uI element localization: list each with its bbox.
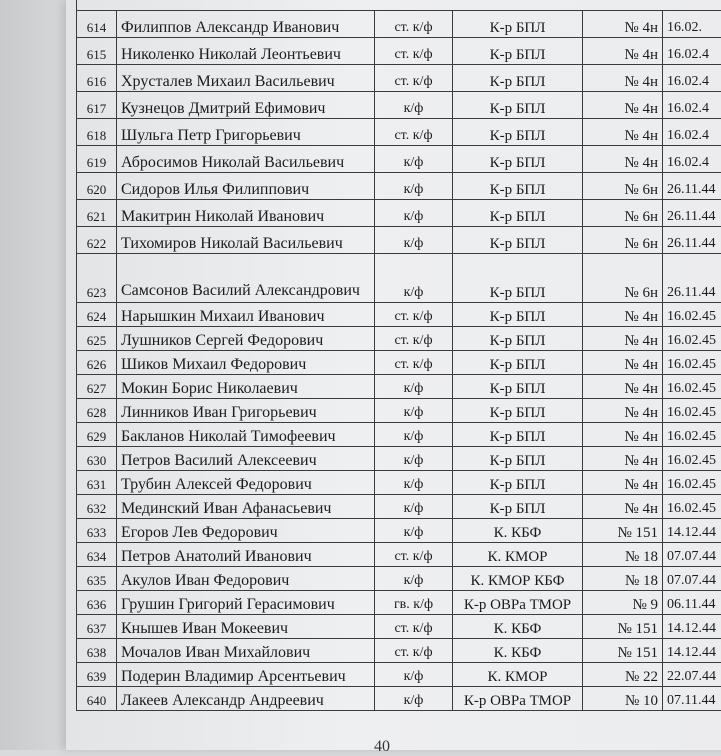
page-left-margin bbox=[0, 0, 66, 750]
order-number-cell: № 6н bbox=[583, 200, 663, 227]
row-number-cell: 640 bbox=[77, 687, 117, 711]
row-number-cell: 622 bbox=[77, 227, 117, 254]
unit-cell: К-р БПЛ bbox=[453, 423, 583, 447]
person-name-cell: Мокин Борис Николаевич bbox=[117, 375, 375, 399]
table-row bbox=[77, 227, 721, 254]
unit-cell: К-р БПЛ bbox=[453, 495, 583, 519]
table-row bbox=[77, 351, 721, 375]
table-top-continuation bbox=[76, 0, 721, 10]
rank-cell: ст. к/ф bbox=[375, 65, 453, 92]
row-number-cell: 623 bbox=[77, 254, 117, 303]
rank-cell: ст. к/ф bbox=[375, 119, 453, 146]
table-row bbox=[77, 447, 721, 471]
table-row bbox=[77, 591, 721, 615]
unit-cell: К-р БПЛ bbox=[453, 254, 583, 303]
award-date-cell: 16.02.4 bbox=[663, 92, 721, 119]
person-name-cell: Сидоров Илья Филиппович bbox=[117, 173, 375, 200]
table-row bbox=[77, 327, 721, 351]
order-number-cell: № 18 bbox=[583, 567, 663, 591]
person-name-cell: Подерин Владимир Арсентьевич bbox=[117, 663, 375, 687]
row-number-cell: 636 bbox=[77, 591, 117, 615]
person-name-cell: Трубин Алексей Федорович bbox=[117, 471, 375, 495]
table-row bbox=[77, 11, 721, 38]
person-name-cell: Шульга Петр Григорьевич bbox=[117, 119, 375, 146]
rank-cell: к/ф bbox=[375, 663, 453, 687]
order-number-cell: № 4н bbox=[583, 303, 663, 327]
row-number-cell: 624 bbox=[77, 303, 117, 327]
rank-cell: к/ф bbox=[375, 423, 453, 447]
table-row bbox=[77, 615, 721, 639]
order-number-cell: № 4н bbox=[583, 495, 663, 519]
unit-cell: К-р БПЛ bbox=[453, 303, 583, 327]
table-row bbox=[77, 146, 721, 173]
person-name-cell: Акулов Иван Федорович bbox=[117, 567, 375, 591]
order-number-cell: № 4н bbox=[583, 92, 663, 119]
unit-cell: К-р БПЛ bbox=[453, 173, 583, 200]
order-number-cell: № 151 bbox=[583, 519, 663, 543]
unit-cell: К. КБФ bbox=[453, 615, 583, 639]
person-name-cell: Самсонов Василий Александрович bbox=[117, 254, 375, 303]
rank-cell: к/ф bbox=[375, 519, 453, 543]
row-number-cell: 618 bbox=[77, 119, 117, 146]
rank-cell: ст. к/ф bbox=[375, 615, 453, 639]
rank-cell: к/ф bbox=[375, 92, 453, 119]
rank-cell: к/ф bbox=[375, 173, 453, 200]
rank-cell: гв. к/ф bbox=[375, 591, 453, 615]
rank-cell: к/ф bbox=[375, 375, 453, 399]
unit-cell: К-р БПЛ bbox=[453, 351, 583, 375]
award-date-cell: 16.02.45 bbox=[663, 351, 721, 375]
unit-cell: К. КМОР КБФ bbox=[453, 567, 583, 591]
unit-cell: К-р БПЛ bbox=[453, 11, 583, 38]
table-row bbox=[77, 519, 721, 543]
table-row bbox=[77, 543, 721, 567]
row-number-cell: 631 bbox=[77, 471, 117, 495]
award-date-cell: 26.11.44 bbox=[663, 254, 721, 303]
rank-cell: к/ф bbox=[375, 567, 453, 591]
order-number-cell: № 22 bbox=[583, 663, 663, 687]
rank-cell: к/ф bbox=[375, 399, 453, 423]
unit-cell: К-р БПЛ bbox=[453, 471, 583, 495]
order-number-cell: № 4н bbox=[583, 423, 663, 447]
table-row bbox=[77, 173, 721, 200]
award-date-cell: 16.02.4 bbox=[663, 146, 721, 173]
order-number-cell: № 4н bbox=[583, 327, 663, 351]
award-date-cell: 16.02.4 bbox=[663, 65, 721, 92]
award-date-cell: 16.02. bbox=[663, 11, 721, 38]
unit-cell: К-р БПЛ bbox=[453, 200, 583, 227]
page-number: 40 bbox=[374, 738, 390, 756]
unit-cell: К-р БПЛ bbox=[453, 447, 583, 471]
unit-cell: К-р БПЛ bbox=[453, 65, 583, 92]
row-number-cell: 629 bbox=[77, 423, 117, 447]
person-name-cell: Мединский Иван Афанасьевич bbox=[117, 495, 375, 519]
order-number-cell: № 4н bbox=[583, 65, 663, 92]
award-date-cell: 14.12.44 bbox=[663, 519, 721, 543]
row-number-cell: 626 bbox=[77, 351, 117, 375]
rank-cell: ст. к/ф bbox=[375, 327, 453, 351]
unit-cell: К-р БПЛ bbox=[453, 327, 583, 351]
unit-cell: К-р БПЛ bbox=[453, 146, 583, 173]
table-row bbox=[77, 423, 721, 447]
row-number-cell: 634 bbox=[77, 543, 117, 567]
rank-cell: ст. к/ф bbox=[375, 11, 453, 38]
row-number-cell: 614 bbox=[77, 11, 117, 38]
table-row bbox=[77, 92, 721, 119]
award-date-cell: 26.11.44 bbox=[663, 200, 721, 227]
table-row bbox=[77, 119, 721, 146]
person-name-cell: Лакеев Александр Андреевич bbox=[117, 687, 375, 711]
rank-cell: ст. к/ф bbox=[375, 38, 453, 65]
person-name-cell: Тихомиров Николай Васильевич bbox=[117, 227, 375, 254]
order-number-cell: № 151 bbox=[583, 639, 663, 663]
rank-cell: к/ф bbox=[375, 471, 453, 495]
personnel-table bbox=[76, 10, 721, 711]
unit-cell: К-р ОВРа ТМОР bbox=[453, 687, 583, 711]
award-date-cell: 14.12.44 bbox=[663, 615, 721, 639]
award-date-cell: 22.07.44 bbox=[663, 663, 721, 687]
row-number-cell: 628 bbox=[77, 399, 117, 423]
unit-cell: К-р ОВРа ТМОР bbox=[453, 591, 583, 615]
table-row bbox=[77, 375, 721, 399]
row-number-cell: 635 bbox=[77, 567, 117, 591]
rank-cell: ст. к/ф bbox=[375, 639, 453, 663]
person-name-cell: Мочалов Иван Михайлович bbox=[117, 639, 375, 663]
table-row bbox=[77, 687, 721, 711]
row-number-cell: 621 bbox=[77, 200, 117, 227]
unit-cell: К-р БПЛ bbox=[453, 399, 583, 423]
person-name-cell: Николенко Николай Леонтьевич bbox=[117, 38, 375, 65]
table-row bbox=[77, 663, 721, 687]
rank-cell: к/ф bbox=[375, 227, 453, 254]
table-row bbox=[77, 65, 721, 92]
row-number-cell: 627 bbox=[77, 375, 117, 399]
table-row bbox=[77, 495, 721, 519]
person-name-cell: Бакланов Николай Тимофеевич bbox=[117, 423, 375, 447]
row-number-cell: 615 bbox=[77, 38, 117, 65]
order-number-cell: № 4н bbox=[583, 146, 663, 173]
award-date-cell: 16.02.45 bbox=[663, 327, 721, 351]
unit-cell: К-р БПЛ bbox=[453, 119, 583, 146]
order-number-cell: № 4н bbox=[583, 447, 663, 471]
order-number-cell: № 10 bbox=[583, 687, 663, 711]
award-date-cell: 26.11.44 bbox=[663, 173, 721, 200]
order-number-cell: № 4н bbox=[583, 375, 663, 399]
unit-cell: К. КБФ bbox=[453, 519, 583, 543]
row-number-cell: 633 bbox=[77, 519, 117, 543]
unit-cell: К. КМОР bbox=[453, 543, 583, 567]
order-number-cell: № 4н bbox=[583, 38, 663, 65]
order-number-cell: № 4н bbox=[583, 399, 663, 423]
order-number-cell: № 6н bbox=[583, 254, 663, 303]
person-name-cell: Макитрин Николай Иванович bbox=[117, 200, 375, 227]
table-row bbox=[77, 567, 721, 591]
order-number-cell: № 4н bbox=[583, 11, 663, 38]
rank-cell: к/ф bbox=[375, 687, 453, 711]
order-number-cell: № 4н bbox=[583, 351, 663, 375]
rank-cell: к/ф bbox=[375, 495, 453, 519]
person-name-cell: Петров Анатолий Иванович bbox=[117, 543, 375, 567]
row-number-cell: 625 bbox=[77, 327, 117, 351]
order-number-cell: № 4н bbox=[583, 471, 663, 495]
person-name-cell: Кузнецов Дмитрий Ефимович bbox=[117, 92, 375, 119]
award-date-cell: 16.02.4 bbox=[663, 38, 721, 65]
person-name-cell: Хрусталев Михаил Васильевич bbox=[117, 65, 375, 92]
row-number-cell: 639 bbox=[77, 663, 117, 687]
person-name-cell: Филиппов Александр Иванович bbox=[117, 11, 375, 38]
award-date-cell: 16.02.45 bbox=[663, 423, 721, 447]
unit-cell: К-р БПЛ bbox=[453, 38, 583, 65]
unit-cell: К-р БПЛ bbox=[453, 375, 583, 399]
award-date-cell: 16.02.45 bbox=[663, 471, 721, 495]
award-date-cell: 07.07.44 bbox=[663, 543, 721, 567]
award-date-cell: 07.11.44 bbox=[663, 687, 721, 711]
person-name-cell: Абросимов Николай Васильевич bbox=[117, 146, 375, 173]
table-row bbox=[77, 254, 721, 303]
award-date-cell: 16.02.4 bbox=[663, 119, 721, 146]
person-name-cell: Линников Иван Григорьевич bbox=[117, 399, 375, 423]
rank-cell: ст. к/ф bbox=[375, 303, 453, 327]
award-date-cell: 26.11.44 bbox=[663, 227, 721, 254]
row-number-cell: 637 bbox=[77, 615, 117, 639]
table-body bbox=[77, 11, 721, 711]
unit-cell: К. КБФ bbox=[453, 639, 583, 663]
order-number-cell: № 6н bbox=[583, 173, 663, 200]
award-date-cell: 16.02.45 bbox=[663, 303, 721, 327]
row-number-cell: 632 bbox=[77, 495, 117, 519]
person-name-cell: Кнышев Иван Мокеевич bbox=[117, 615, 375, 639]
unit-cell: К-р БПЛ bbox=[453, 227, 583, 254]
order-number-cell: № 18 bbox=[583, 543, 663, 567]
award-date-cell: 07.07.44 bbox=[663, 567, 721, 591]
row-number-cell: 617 bbox=[77, 92, 117, 119]
row-number-cell: 616 bbox=[77, 65, 117, 92]
unit-cell: К. КМОР bbox=[453, 663, 583, 687]
row-number-cell: 620 bbox=[77, 173, 117, 200]
award-date-cell: 16.02.45 bbox=[663, 399, 721, 423]
award-date-cell: 16.02.45 bbox=[663, 375, 721, 399]
table-row bbox=[77, 38, 721, 65]
award-date-cell: 06.11.44 bbox=[663, 591, 721, 615]
order-number-cell: № 4н bbox=[583, 119, 663, 146]
rank-cell: к/ф bbox=[375, 254, 453, 303]
table-row bbox=[77, 200, 721, 227]
rank-cell: ст. к/ф bbox=[375, 543, 453, 567]
award-date-cell: 16.02.45 bbox=[663, 447, 721, 471]
award-date-cell: 16.02.45 bbox=[663, 495, 721, 519]
row-number-cell: 638 bbox=[77, 639, 117, 663]
unit-cell: К-р БПЛ bbox=[453, 92, 583, 119]
person-name-cell: Егоров Лев Федорович bbox=[117, 519, 375, 543]
order-number-cell: № 6н bbox=[583, 227, 663, 254]
order-number-cell: № 151 bbox=[583, 615, 663, 639]
person-name-cell: Нарышкин Михаил Иванович bbox=[117, 303, 375, 327]
person-name-cell: Петров Василий Алексеевич bbox=[117, 447, 375, 471]
rank-cell: к/ф bbox=[375, 146, 453, 173]
rank-cell: к/ф bbox=[375, 200, 453, 227]
order-number-cell: № 9 bbox=[583, 591, 663, 615]
table-row bbox=[77, 399, 721, 423]
person-name-cell: Грушин Григорий Герасимович bbox=[117, 591, 375, 615]
rank-cell: к/ф bbox=[375, 447, 453, 471]
row-number-cell: 619 bbox=[77, 146, 117, 173]
table-row bbox=[77, 639, 721, 663]
rank-cell: ст. к/ф bbox=[375, 351, 453, 375]
table-row bbox=[77, 471, 721, 495]
row-number-cell: 630 bbox=[77, 447, 117, 471]
table-row bbox=[77, 303, 721, 327]
person-name-cell: Шиков Михаил Федорович bbox=[117, 351, 375, 375]
person-name-cell: Лушников Сергей Федорович bbox=[117, 327, 375, 351]
award-date-cell: 14.12.44 bbox=[663, 639, 721, 663]
